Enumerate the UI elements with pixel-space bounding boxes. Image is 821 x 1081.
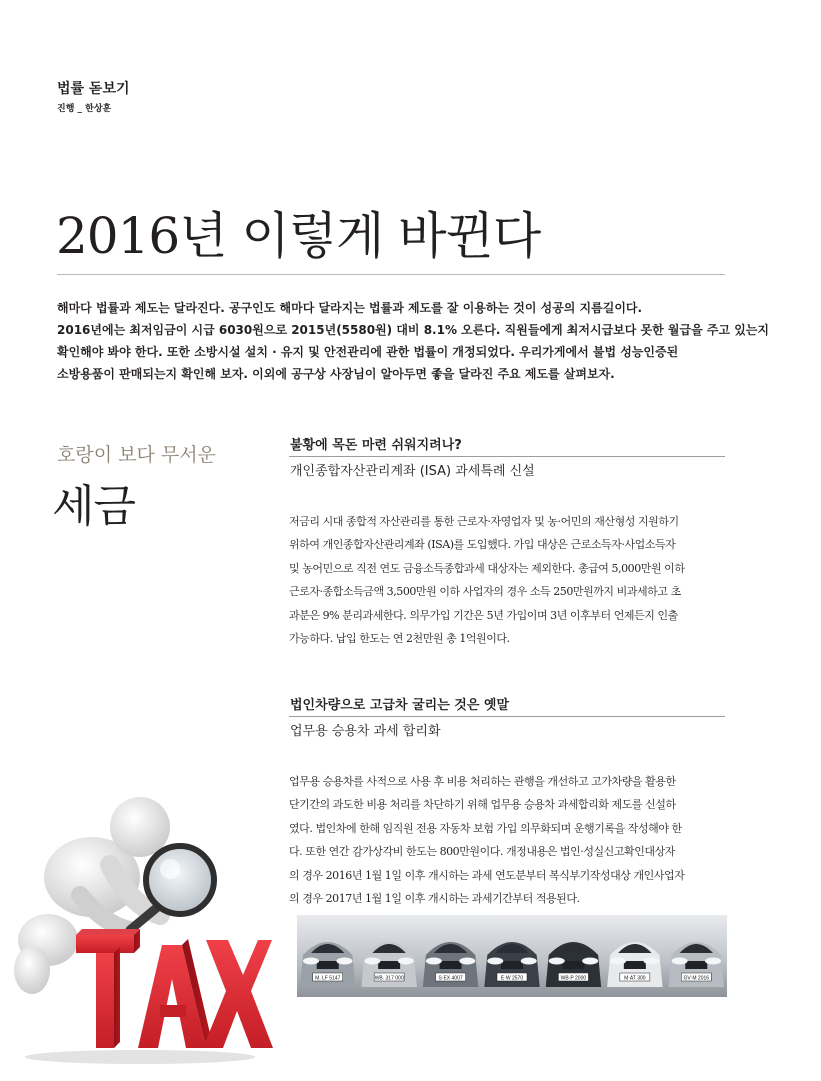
body-line: 저금리 시대 종합적 자산관리를 통한 근로자·자영업자 및 농·어민의 재산형성 지원하기 bbox=[289, 515, 679, 528]
article-headline: 불황에 목돈 마련 쉬워지려나? bbox=[289, 436, 725, 457]
license-plate-text: GV·M 2016 bbox=[683, 975, 710, 982]
body-line: 과분은 9% 분리과세한다. 의무가입 기간은 5년 가입이며 3년 이후부터 언제든지 인출 bbox=[289, 608, 678, 622]
magnifier-figure-image bbox=[10, 765, 275, 1065]
tax-illustration bbox=[10, 765, 275, 1065]
body-line: 의 경우 2016년 1월 1일 이후 개시하는 과세 연도분부터 복식부기작성대상 개인사업자 bbox=[289, 868, 685, 882]
title-divider bbox=[57, 274, 725, 275]
body-line: 근로자·종합소득금액 3,500만원 이하 사업자의 경우 소득 250만원까지 비과세하고 초 bbox=[289, 585, 681, 599]
intro-line: 해마다 법률과 제도는 달라진다. 공구인도 해마다 달라지는 법률과 제도를 잘 이용하는 것이 성공의 지름길이다. bbox=[57, 301, 643, 315]
article-subhead: 개인종합자산관리계좌 (ISA) 과세특례 신설 bbox=[290, 464, 535, 479]
license-plate-text: M·AT 300 bbox=[624, 975, 646, 982]
car-front bbox=[423, 942, 478, 987]
body-line: 가능하다. 납입 한도는 연 2천만원 총 1억원이다. bbox=[289, 632, 510, 646]
body-line: 업무용 승용차를 사적으로 사용 후 비용 처리하는 관행을 개선하고 고가차량을 활용한 bbox=[289, 775, 676, 788]
category-title: 세금 bbox=[52, 481, 136, 532]
body-line: 의 경우 2017년 1월 1일 이후 개시하는 과세기간부터 적용된다. bbox=[289, 892, 580, 906]
article-headline: 법인차량으로 고급차 굴리는 것은 옛말 bbox=[289, 696, 725, 717]
car-front bbox=[300, 942, 355, 987]
article-body bbox=[289, 510, 729, 650]
body-line: 였다. 법인차에 한해 임직원 전용 자동차 보험 가입 의무화되며 운행기록을 작성해야 한 bbox=[289, 821, 682, 835]
editor-credit: 진행 _ 한상훈 bbox=[57, 104, 112, 114]
article-body bbox=[289, 770, 729, 910]
body-line: 및 농어민으로 직전 연도 금융소득종합과세 대상자는 제외한다. 총급여 5,000만원 이하 bbox=[289, 561, 685, 575]
page-title: 2016년 이렇게 바뀐다 bbox=[56, 207, 541, 265]
intro-line: 확인해야 봐야 한다. 또한 소방시설 설치 · 유지 및 안전관리에 관한 법률이 개정되었다. 우리가게에서 불법 성능인증된 bbox=[57, 345, 679, 359]
license-plate-text: M. LF 5147 bbox=[315, 975, 341, 982]
cars-image bbox=[297, 915, 727, 997]
article-subhead: 업무용 승용차 과세 합리화 bbox=[290, 724, 441, 739]
tax-letters bbox=[76, 929, 273, 1048]
car-front bbox=[361, 942, 416, 987]
license-plate-text: S·EX 4007 bbox=[438, 975, 463, 982]
intro-line: 2016년에는 최저임금이 시급 6030원으로 2015년(5580원) 대비 8.1% 오른다. 직원들에게 최저시급보다 못한 월급을 주고 있는지 bbox=[57, 323, 769, 337]
license-plate-text: E·W 2570 bbox=[500, 975, 524, 982]
category-subtitle: 호랑이 보다 무서운 bbox=[57, 444, 216, 466]
intro-line: 소방용품이 판매되는지 확인해 보자. 이외에 공구상 사장님이 알아두면 좋을 달라진 주요 제도를 살펴보자. bbox=[57, 367, 615, 381]
intro-paragraph bbox=[57, 297, 769, 385]
car-front bbox=[546, 942, 601, 987]
body-line: 다. 또한 연간 감가상각비 한도는 800만원이다. 개정내용은 법인·성실신고확인대상자 bbox=[289, 845, 675, 859]
license-plate-text: WB·P 2000 bbox=[560, 975, 587, 982]
body-line: 위하여 개인종합자산관리계좌 (ISA)를 도입했다. 가입 대상은 근로소득자·사업소득자 bbox=[289, 538, 676, 552]
car-front bbox=[669, 942, 724, 987]
car-lineup-photo bbox=[297, 915, 727, 997]
car-front bbox=[484, 942, 539, 987]
body-line: 단기간의 과도한 비용 처리를 차단하기 위해 업무용 승용차 과세합리화 제도를 신설하 bbox=[289, 798, 676, 812]
section-label: 법률 돋보기 bbox=[57, 81, 130, 97]
article-isa bbox=[289, 436, 729, 650]
car-front bbox=[607, 942, 662, 987]
article-company-car bbox=[289, 696, 729, 910]
license-plate-text: WB. 317 000 bbox=[374, 975, 404, 982]
